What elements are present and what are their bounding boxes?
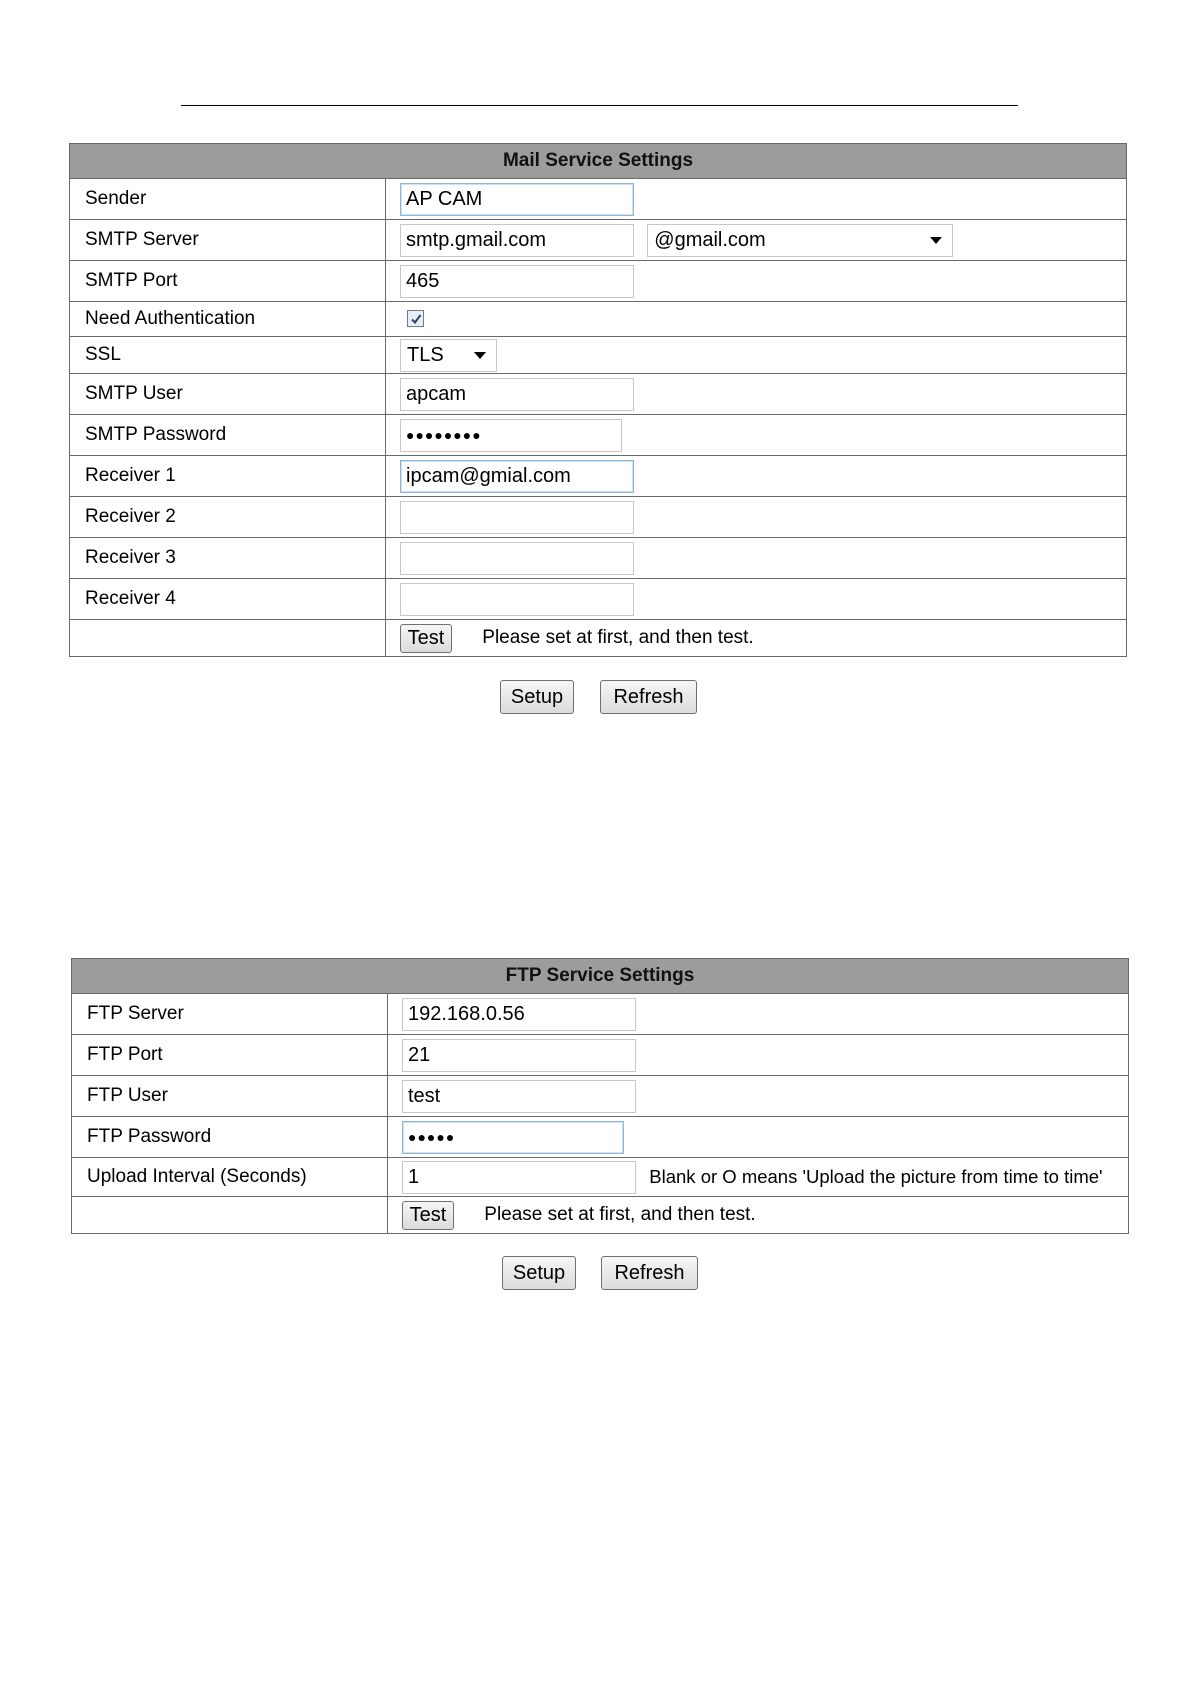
ftp-settings-table [71, 958, 1129, 1234]
receiver3-label: Receiver 3 [70, 538, 386, 579]
ftp-user-label: FTP User [72, 1076, 388, 1117]
empty-cell [70, 620, 386, 657]
smtp-password-label: SMTP Password [70, 415, 386, 456]
receiver2-label: Receiver 2 [70, 497, 386, 538]
smtp-server-input[interactable] [400, 224, 634, 257]
smtp-server-label: SMTP Server [70, 220, 386, 261]
ssl-value: TLS [407, 343, 444, 366]
ftp-server-input[interactable] [402, 998, 636, 1031]
mail-test-hint: Please set at first, and then test. [482, 627, 754, 648]
smtp-server-preset-value: @gmail.com [654, 228, 766, 251]
ftp-server-label: FTP Server [72, 994, 388, 1035]
need-auth-label: Need Authentication [70, 302, 386, 337]
ftp-user-input[interactable] [402, 1080, 636, 1113]
receiver4-input[interactable] [400, 583, 634, 616]
smtp-password-input[interactable] [400, 419, 622, 452]
ftp-password-input[interactable] [402, 1121, 624, 1154]
ftp-password-label: FTP Password [72, 1117, 388, 1158]
top-divider [181, 105, 1018, 106]
smtp-user-input[interactable] [400, 378, 634, 411]
receiver1-input[interactable] [400, 460, 634, 493]
chevron-down-icon [930, 237, 942, 244]
empty-cell [72, 1197, 388, 1234]
receiver2-input[interactable] [400, 501, 634, 534]
smtp-server-preset-select[interactable] [647, 224, 953, 257]
ftp-setup-button[interactable]: Setup [502, 1256, 576, 1290]
ssl-label: SSL [70, 337, 386, 374]
sender-input[interactable] [400, 183, 634, 216]
mail-settings-table [69, 143, 1127, 657]
receiver3-input[interactable] [400, 542, 634, 575]
smtp-user-label: SMTP User [70, 374, 386, 415]
checkmark-icon [410, 313, 422, 325]
ftp-settings-title: FTP Service Settings [72, 959, 1129, 994]
ssl-select[interactable] [400, 339, 497, 372]
ftp-test-hint: Please set at first, and then test. [484, 1204, 756, 1225]
ftp-port-input[interactable] [402, 1039, 636, 1072]
mail-setup-button[interactable]: Setup [500, 680, 574, 714]
mail-settings-title: Mail Service Settings [70, 144, 1127, 179]
mail-refresh-button[interactable]: Refresh [600, 680, 697, 714]
mail-test-button[interactable]: Test [400, 624, 452, 653]
upload-interval-input[interactable] [402, 1161, 636, 1194]
smtp-port-label: SMTP Port [70, 261, 386, 302]
upload-interval-label: Upload Interval (Seconds) [72, 1158, 388, 1197]
ftp-refresh-button[interactable]: Refresh [601, 1256, 698, 1290]
receiver1-label: Receiver 1 [70, 456, 386, 497]
sender-label: Sender [70, 179, 386, 220]
smtp-port-input[interactable] [400, 265, 634, 298]
ftp-port-label: FTP Port [72, 1035, 388, 1076]
ftp-test-button[interactable]: Test [402, 1201, 454, 1230]
upload-interval-hint: Blank or O means 'Upload the picture from time to time' [649, 1166, 1103, 1187]
chevron-down-icon [474, 352, 486, 359]
receiver4-label: Receiver 4 [70, 579, 386, 620]
need-auth-checkbox[interactable] [407, 310, 424, 327]
